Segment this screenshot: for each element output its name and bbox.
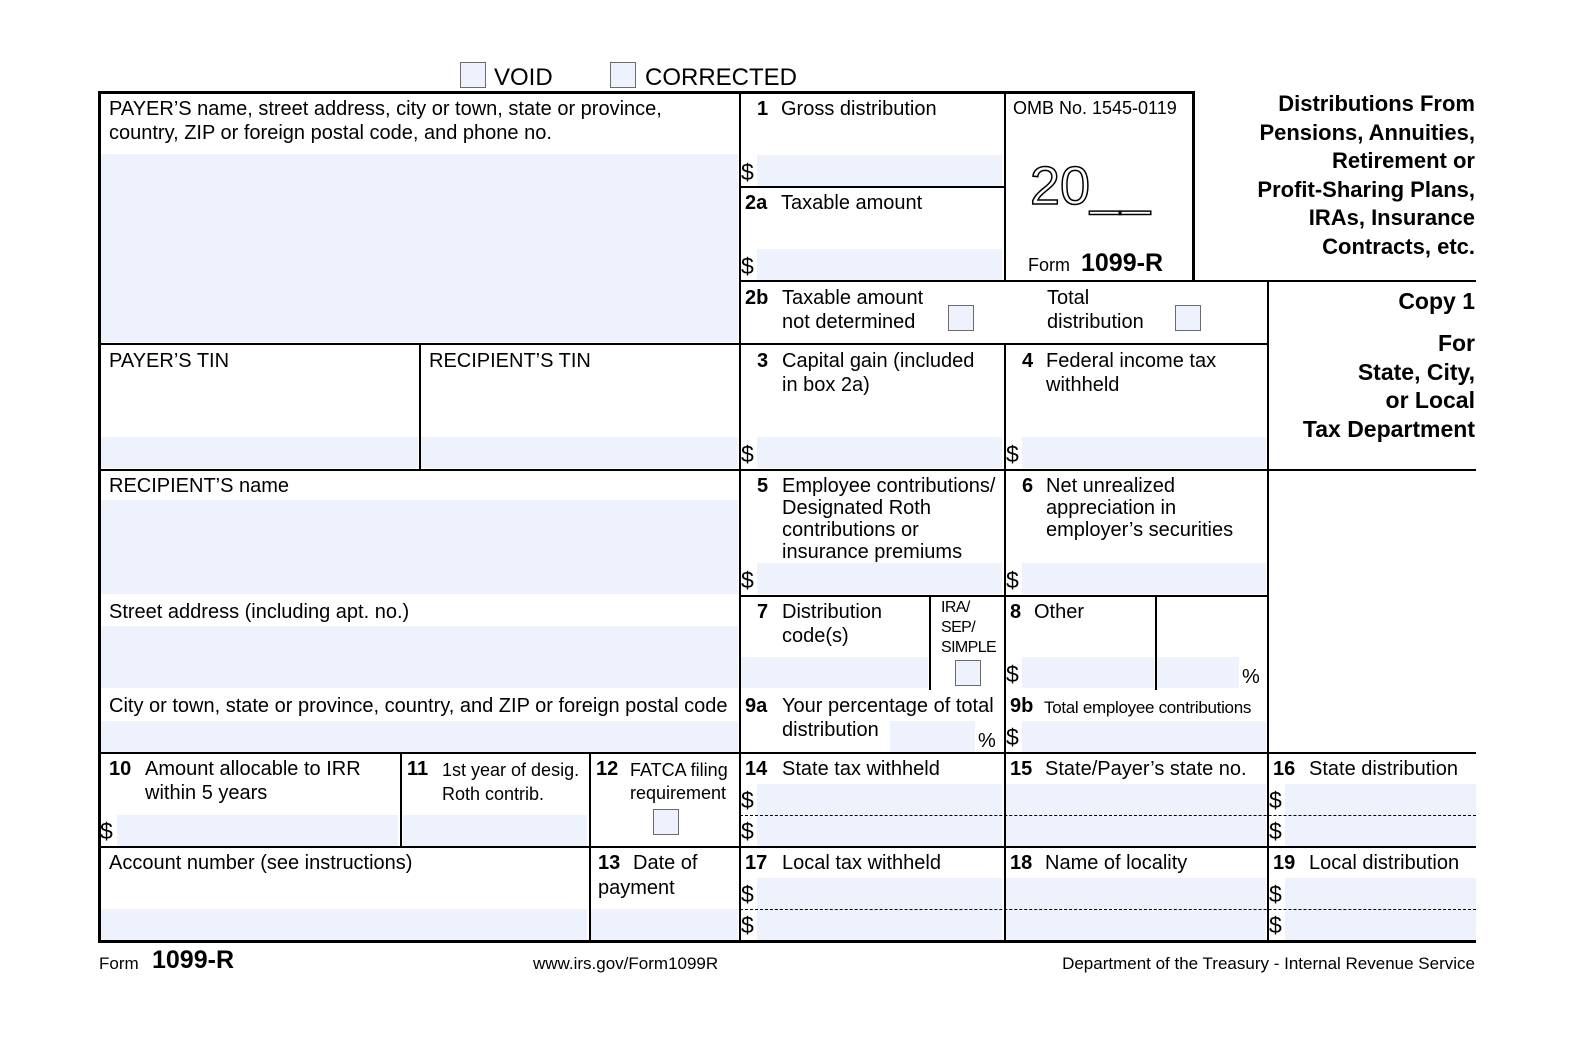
footer-url: www.irs.gov/Form1099R <box>533 954 719 973</box>
box18-label: Name of locality <box>1045 852 1188 874</box>
box3-dollar: $ <box>741 441 754 467</box>
copy-line1: For <box>1437 330 1475 356</box>
box11-number: 11 <box>407 758 429 780</box>
box9a-label-line2: distribution <box>782 719 879 741</box>
box14-number: 14 <box>745 758 768 780</box>
box2b-total-distribution-checkbox[interactable] <box>1175 305 1201 331</box>
box7-field[interactable] <box>741 657 928 688</box>
box2a-dollar: $ <box>741 253 754 279</box>
omb-form-number: 1099-R <box>1081 249 1163 277</box>
box1-dollar: $ <box>741 159 754 185</box>
box5-label-line1: Employee contributions/ <box>782 475 996 497</box>
form-title-line2: Pensions, Annuities, <box>1259 119 1475 145</box>
box5-label-line4: insurance premiums <box>782 541 963 563</box>
box19-number: 19 <box>1273 852 1296 874</box>
payer-tin-label: PAYER’S TIN <box>109 350 230 372</box>
form-title-line1: Distributions From <box>1278 91 1475 116</box>
account-number-label: Account number (see instructions) <box>109 852 413 874</box>
box6-number: 6 <box>1022 475 1034 497</box>
payer-name-field[interactable] <box>101 154 738 342</box>
form-title-line5: IRAs, Insurance <box>1308 205 1475 230</box>
box4-dollar: $ <box>1006 441 1019 467</box>
box16-dollar-1: $ <box>1269 787 1282 813</box>
box3-field[interactable] <box>757 437 1002 468</box>
box15-label: State/Payer’s state no. <box>1045 758 1247 780</box>
form-title-line3: Retirement or <box>1331 148 1475 173</box>
box2b-label-line2: not determined <box>782 311 916 333</box>
box8-label: Other <box>1034 601 1085 623</box>
footer-form-number: 1099-R <box>152 946 234 974</box>
box2b-label-line1: Taxable amount <box>782 287 924 309</box>
payer-tin-field[interactable] <box>101 437 418 468</box>
box9a-number: 9a <box>745 695 768 717</box>
box4-number: 4 <box>1022 350 1034 372</box>
ira-sep-simple-checkbox[interactable] <box>955 660 981 686</box>
box6-label-line3: employer’s securities <box>1046 519 1234 541</box>
street-address-label: Street address (including apt. no.) <box>109 601 410 623</box>
box11-field[interactable] <box>403 815 587 846</box>
box9b-number: 9b <box>1010 695 1034 717</box>
box2b-number: 2b <box>745 287 769 309</box>
box17-dollar-2: $ <box>741 912 754 938</box>
box10-label-line1: Amount allocable to IRR <box>145 758 361 780</box>
box5-field[interactable] <box>757 563 1002 594</box>
box7-label-line1: Distribution <box>782 601 883 623</box>
box12-label-line1: FATCA filing <box>630 760 728 780</box>
city-label: City or town, state or province, country, and ZIP or foreign postal code <box>109 695 728 717</box>
void-label: VOID <box>494 64 553 91</box>
box19-dollar-2: $ <box>1269 912 1282 938</box>
box9a-label-line1: Your percentage of total <box>782 695 994 717</box>
box13-label-line1: Date of <box>633 852 698 874</box>
box12-label-line2: requirement <box>630 783 727 803</box>
box4-label-line2: withheld <box>1046 374 1120 396</box>
box10-label-line2: within 5 years <box>145 782 268 804</box>
box1-label: Gross distribution <box>781 98 937 120</box>
box8-number: 8 <box>1010 601 1022 623</box>
box12-number: 12 <box>596 758 619 780</box>
payer-name-label-line1: PAYER’S name, street address, city or town, state or province, <box>109 98 662 120</box>
box9b-dollar: $ <box>1006 724 1019 750</box>
box3-label-line2: in box 2a) <box>782 374 870 396</box>
box9b-label: Total employee contributions <box>1044 698 1252 717</box>
box11-label-line1: 1st year of desig. <box>442 760 580 780</box>
omb-number: OMB No. 1545-0119 <box>1013 98 1177 118</box>
box4-field[interactable] <box>1022 437 1266 468</box>
box2a-field[interactable] <box>757 249 1002 280</box>
fatca-checkbox[interactable] <box>653 809 679 835</box>
box6-label-line2: appreciation in <box>1046 497 1177 519</box>
box2b-total-line2: distribution <box>1047 311 1144 333</box>
recipient-tin-field[interactable] <box>421 437 738 468</box>
box18-number: 18 <box>1010 852 1033 874</box>
box3-number: 3 <box>757 350 769 372</box>
copy-line3: or Local <box>1385 387 1475 413</box>
footer-form-word: Form <box>99 954 139 973</box>
recipient-tin-label: RECIPIENT’S TIN <box>429 350 591 372</box>
box7-label-line2: code(s) <box>782 625 849 647</box>
box16-label: State distribution <box>1309 758 1458 780</box>
box13-field[interactable] <box>591 909 738 940</box>
box13-label-line2: payment <box>598 877 675 899</box>
tax-year: 20__ <box>1030 156 1151 216</box>
box2b-not-determined-checkbox[interactable] <box>948 305 974 331</box>
box19-dollar-1: $ <box>1269 881 1282 907</box>
ira-label-line3: SIMPLE <box>941 639 997 656</box>
form-title-line4: Profit-Sharing Plans, <box>1257 176 1475 202</box>
box14-dollar-1: $ <box>741 787 754 813</box>
ira-label-line2: SEP/ <box>941 619 976 636</box>
box8-percent-field[interactable] <box>1157 657 1239 688</box>
ira-label-line1: IRA/ <box>941 599 970 616</box>
box17-number: 17 <box>745 852 768 874</box>
box9a-percent: % <box>978 730 996 752</box>
box10-dollar: $ <box>100 818 113 844</box>
void-checkbox[interactable] <box>460 62 486 88</box>
box3-label-line1: Capital gain (included <box>782 350 975 372</box>
box14-dollar-2: $ <box>741 818 754 844</box>
box2b-total-line1: Total <box>1047 287 1090 309</box>
box15-number: 15 <box>1010 758 1033 780</box>
street-address-field[interactable] <box>101 626 738 688</box>
omb-form-word: Form <box>1028 255 1070 275</box>
box19-label: Local distribution <box>1309 852 1460 874</box>
recipient-name-label: RECIPIENT’S name <box>109 475 290 497</box>
box11-label-line2: Roth contrib. <box>442 784 545 804</box>
account-number-field[interactable] <box>101 909 587 940</box>
box10-field[interactable] <box>117 815 398 846</box>
box7-number: 7 <box>757 601 769 623</box>
box16-number: 16 <box>1273 758 1296 780</box>
box2a-label: Taxable amount <box>781 192 923 214</box>
form-title <box>1257 90 1475 261</box>
box5-label-line2: Designated Roth <box>782 497 931 519</box>
box2a-number: 2a <box>745 192 768 214</box>
box1-number: 1 <box>757 98 769 120</box>
box4-label-line1: Federal income tax <box>1046 350 1217 372</box>
box17-label: Local tax withheld <box>782 852 941 874</box>
form-title-line6: Contracts, etc. <box>1322 233 1475 259</box>
city-field[interactable] <box>101 721 738 752</box>
box5-number: 5 <box>757 475 769 497</box>
box8-amount-field[interactable] <box>1022 657 1154 688</box>
copy-info <box>1303 329 1475 443</box>
corrected-checkbox[interactable] <box>610 62 636 88</box>
box17-dollar-1: $ <box>741 881 754 907</box>
footer-agency: Department of the Treasury - Internal Revenue Service <box>1062 954 1475 973</box>
box5-dollar: $ <box>741 567 754 593</box>
box9b-field[interactable] <box>1022 721 1266 752</box>
box6-dollar: $ <box>1006 567 1019 593</box>
copy-line4: Tax Department <box>1302 415 1475 442</box>
box8-dollar: $ <box>1006 661 1019 687</box>
box5-label-line3: contributions or <box>782 519 919 541</box>
box1-field[interactable] <box>757 155 1002 186</box>
recipient-name-field[interactable] <box>101 500 738 594</box>
box16-dollar-2: $ <box>1269 818 1282 844</box>
box6-field[interactable] <box>1022 563 1266 594</box>
box6-label-line1: Net unrealized <box>1046 475 1175 497</box>
copy-line2: State, City, <box>1357 358 1475 385</box>
box14-label: State tax withheld <box>782 758 940 780</box>
box9a-field[interactable] <box>890 721 975 752</box>
box13-number: 13 <box>598 852 621 874</box>
box10-number: 10 <box>109 758 132 780</box>
corrected-label: CORRECTED <box>645 64 798 91</box>
copy-label: Copy 1 <box>1398 288 1475 314</box>
box8-percent: % <box>1242 666 1260 688</box>
payer-name-label-line2: country, ZIP or foreign postal code, and phone no. <box>109 122 552 144</box>
